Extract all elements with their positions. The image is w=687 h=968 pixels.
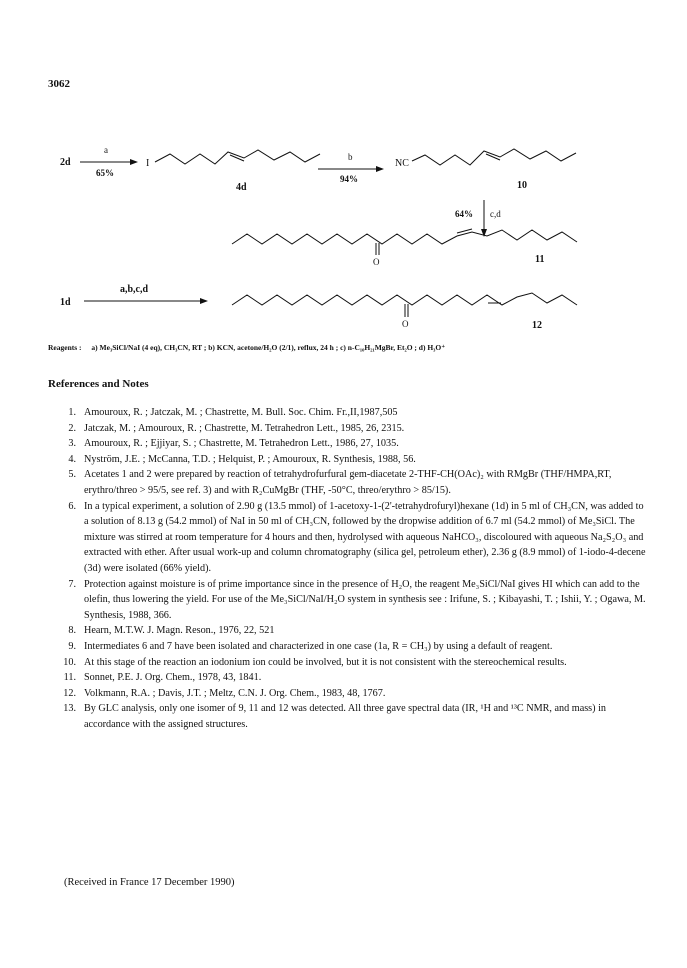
compound-12-structure	[232, 293, 577, 305]
references-list	[48, 405, 648, 732]
reference-text: Sonnet, P.E. J. Org. Chem., 1978, 43, 1841.	[84, 672, 262, 684]
reaction-scheme	[0, 120, 687, 345]
compound-4d-label: 4d	[236, 182, 247, 193]
page-number: 3062	[48, 78, 70, 90]
arrow-abcd-head	[200, 298, 208, 304]
reference-item	[48, 577, 648, 624]
reference-item	[48, 701, 648, 732]
reference-text: Amouroux, R. ; Ejjiyar, S. ; Chastrette, M. Tetrahedron Lett., 1986, 27, 1035.	[84, 438, 399, 450]
arrow-a-yield: 65%	[96, 168, 114, 178]
compound-11-label: 11	[535, 254, 545, 265]
reagents-label: Reagents :	[48, 343, 82, 352]
reference-item	[48, 639, 648, 655]
reference-number: 7.	[68, 578, 76, 590]
compound-12-oxygen: O	[402, 319, 409, 329]
reference-item	[48, 623, 648, 639]
reference-item	[48, 421, 648, 437]
arrow-b-label: b	[348, 152, 353, 162]
compound-12-label: 12	[532, 320, 542, 331]
compound-10-label: 10	[517, 180, 527, 191]
reference-text: Hearn, M.T.W. J. Magn. Reson., 1976, 22, 521	[84, 625, 275, 637]
arrow-cd-yield: 64%	[455, 209, 473, 219]
arrow-a-head	[130, 159, 138, 165]
reference-text: Jatczak, M. ; Amouroux, R. ; Chastrette, M. Tetrahedron Lett., 1985, 26, 2315.	[84, 422, 405, 434]
reference-text: Volkmann, R.A. ; Davis, J.T. ; Meltz, C.N. J. Org. Chem., 1983, 48, 1767.	[84, 687, 386, 699]
reagents-text: a) Me₃SiCl/NaI (4 eq), CH₃CN, RT ; b) KCN, acetone/H₂O (2/1), reflux, 24 h ; c) n-C₁₀H₂₁MgBr, Et₂O ; d) H₃O⁺	[91, 343, 446, 352]
reference-item	[48, 499, 648, 577]
references-heading: References and Notes	[48, 378, 149, 390]
reagents-footnote	[48, 343, 445, 352]
arrow-b-head	[376, 166, 384, 172]
arrow-cd-label: c,d	[490, 209, 501, 219]
reference-number: 2.	[68, 422, 76, 434]
arrow-abcd-label: a,b,c,d	[120, 284, 149, 295]
reference-item	[48, 655, 648, 671]
reference-text: By GLC analysis, only one isomer of 9, 11 and 12 was detected. All three gave spectral data (IR, ¹H and ¹³C NMR, and mass) in accordance with the assigned structures.	[84, 703, 607, 730]
reference-item	[48, 436, 648, 452]
received-date: (Received in France 17 December 1990)	[64, 877, 235, 888]
reference-number: 11.	[63, 672, 76, 684]
reference-text: Protection against moisture is of prime importance since in the presence of H₂O, the reagent Me₃SiCl/NaI gives HI which can add to the olefin, thus lowering the yield. For use of the Me₃SiCl/NaI/H₂O system in synthesis see : Irifune, S. ; Kibayashi, T. ; Ishii, Y. ; Ogawa, M. Synthesis, 1988, 366.	[84, 578, 646, 621]
reference-item	[48, 405, 648, 421]
reference-number: 13.	[63, 703, 76, 715]
reference-text: Nyström, J.E. ; McCanna, T.D. ; Helquist, P. ; Amouroux, R. Synthesis, 1988, 56.	[84, 453, 416, 465]
reference-number: 3.	[68, 438, 76, 450]
compound-11-structure	[232, 230, 577, 244]
nitrile-group: NC	[395, 158, 409, 169]
reference-number: 1.	[68, 407, 76, 418]
reference-text: Acetates 1 and 2 were prepared by reaction of tetrahydrofurfural gem-diacetate 2-THF-CH(OAc)₂ with RMgBr (THF/HMPA,RT, erythro/threo > 95/5, see ref. 3) and with R₂CuMgBr (THF, -50°C, threo/erythro > 85/15).	[84, 469, 612, 496]
reference-number: 8.	[68, 625, 76, 637]
reference-item	[48, 670, 648, 686]
compound-11-oxygen: O	[373, 257, 380, 267]
reference-item	[48, 452, 648, 468]
reference-item	[48, 467, 648, 498]
reference-text: Intermediates 6 and 7 have been isolated and characterized in one case (1a, R = CH₃) by using a default of reagent.	[84, 640, 553, 652]
arrow-b-yield: 94%	[340, 174, 358, 184]
compound-4d-structure	[155, 150, 320, 164]
reference-number: 10.	[63, 656, 76, 668]
reference-item	[48, 686, 648, 702]
compound-1d-label: 1d	[60, 297, 71, 308]
compound-2d-label: 2d	[60, 157, 71, 168]
iodo-atom: I	[146, 158, 150, 169]
reference-text: In a typical experiment, a solution of 2.90 g (13.5 mmol) of 1-acetoxy-1-(2'-tetrahydrofuryl)hexane (1d) in 5 ml of CH₃CN, was added to a solution of 8.13 g (54.2 mmol) of NaI in 50 ml of CH₃CN, followed by the dropwise addition of 6.7 ml (54.2 mmol) of Me₃SiCl. The mixture was stirred at room temperature for 4 hours and then, hydrolysed with aqueous NaHCO₃, discoloured with aqueous Na₂S₂O₃ and extracted with ether. After usual work-up and column chromatography (silica gel, petroleum ether), 2.36 g (8.9 mmol) of 1-iodo-4-decene (3d) were isolated (66% yield).	[84, 500, 646, 574]
reference-text: At this stage of the reaction an iodonium ion could be involved, but it is not consistent with the stereochemical results.	[84, 656, 567, 668]
reference-number: 9.	[68, 640, 76, 652]
reference-number: 4.	[68, 453, 76, 465]
reference-number: 5.	[68, 469, 76, 481]
reference-number: 6.	[68, 500, 76, 512]
reference-text: Amouroux, R. ; Jatczak, M. ; Chastrette, M. Bull. Soc. Chim. Fr.,II,1987,505	[84, 407, 398, 418]
reference-number: 12.	[63, 687, 76, 699]
arrow-a-label: a	[104, 145, 108, 155]
